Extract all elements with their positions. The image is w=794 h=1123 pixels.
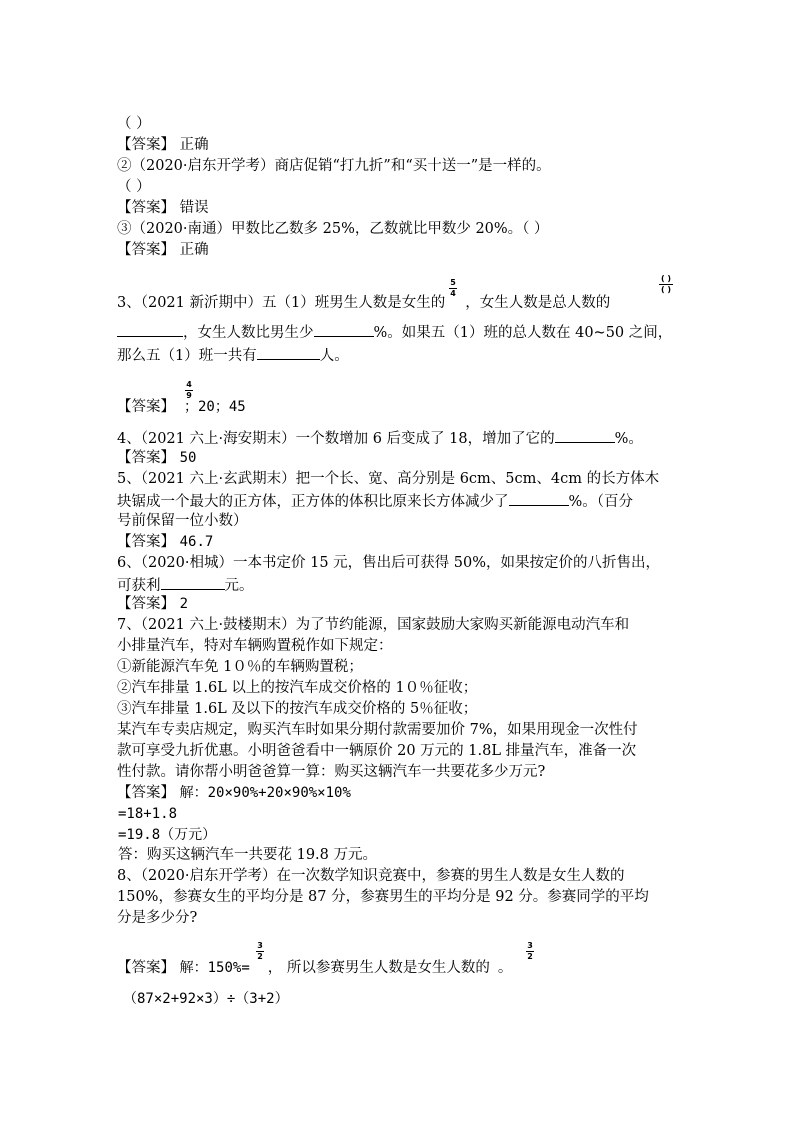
fraction-3-2: 3 2 [257, 941, 263, 961]
question-8-answer: 【答案】 解：150%= ， 所以参赛男生人数是女生人数的 。 [117, 960, 513, 976]
answer-blank[interactable] [117, 322, 183, 337]
paren-line: （ ） [117, 179, 151, 195]
question-7-line-1: 7、（2021 六上·鼓楼期末）为了节约能源，国家鼓励大家购买新能源电动汽车和 [117, 617, 630, 633]
answer-value: 错误 [179, 200, 209, 216]
paren-line: （ ） [117, 116, 151, 132]
question-4: 4、（2021 六上·海安期末）一个数增加 6 后变成了 18，增加了它的 %。 [117, 428, 643, 448]
question-6-line-2: 可获利 元。 [117, 575, 254, 595]
fraction-5-4: 5 4 [450, 278, 456, 298]
answer-blank[interactable] [509, 491, 569, 506]
answer-line [117, 241, 209, 259]
question-7-line-6: 某汽车专卖店规定，购买汽车时如果分期付款需要加价 7%，如果用现金一次性付 [117, 722, 638, 738]
answer-blank[interactable] [161, 575, 225, 590]
answer-blank[interactable] [314, 322, 374, 337]
question-3-line-3: 那么五（1）班一共有 人。 [117, 345, 349, 365]
question-5-line-2: 块锯成一个最大的正方体，正方体的体积比原来长方体减少了 %。（百分 [117, 491, 633, 511]
answer-blank[interactable] [555, 428, 615, 443]
solution-step: 答：购买这辆汽车一共要花 19.8 万元。 [118, 847, 378, 863]
question-line: ②（2020·启东开学考）商店促销“打九折”和“买十送一”是一样的。 [117, 158, 551, 174]
solution-step: =18+1.8 [118, 806, 178, 822]
question-6-line-1: 6、（2020·相城）一本书定价 15 元，售出后可获得 50%，如果按定价的八折售出， [117, 555, 660, 571]
question-line: ③（2020·南通）甲数比乙数多 25%，乙数就比甲数少 20%。（ ） [117, 221, 549, 237]
answer-label: 【答案】 [117, 200, 175, 216]
question-6-answer: 【答案】 2 [117, 596, 189, 612]
question-7-line-7: 款可享受九折优惠。小明爸爸看中一辆原价 20 万元的 1.8L 排量汽车，准备一次 [117, 743, 637, 759]
question-4-answer: 【答案】 50 [117, 450, 197, 466]
question-7-answer: 【答案】 解：20×90%+20×90%×10% [117, 785, 351, 801]
answer-blank[interactable] [257, 345, 320, 360]
question-7-rule-1: ①新能源汽车免 1０％的车辆购置税； [117, 659, 363, 675]
fraction-blank: ( ) ( ) [660, 274, 672, 294]
question-3-line-2: ，女生人数比男生少 %。如果五（1）班的总人数在 40~50 之间， [117, 322, 672, 342]
question-5-line-1: 5、（2021 六上·玄武期末）把一个长、宽、高分别是 6cm、5cm、4cm 的长方体木 [117, 471, 660, 487]
question-3-answer: 【答案】 ；20；45 [117, 399, 246, 415]
solution-step: =19.8（万元） [118, 827, 217, 843]
answer-value: 正确 [179, 242, 209, 258]
fraction-3-2: 3 2 [527, 941, 533, 961]
answer-label: 【答案】 [117, 137, 175, 153]
question-7-line-8: 性付款。请你帮小明爸爸算一算：购买这辆汽车一共要花多少万元? [117, 764, 546, 780]
fraction-4-9: 4 9 [186, 380, 192, 400]
answer-label: 【答案】 [117, 242, 175, 258]
question-3-line-1: 3、（2021 新沂期中）五（1）班男生人数是女生的 ，女生人数是总人数的 [117, 295, 611, 311]
answer-line [117, 136, 209, 154]
question-7-rule-3: ③汽车排量 1.6L 及以下的按汽车成交价格的 5％征收； [117, 701, 478, 717]
question-7-line-2: 小排量汽车，特对车辆购置税作如下规定： [117, 638, 393, 654]
answer-line [117, 199, 209, 217]
question-5-line-3: 号前保留一位小数） [117, 513, 248, 529]
answer-value: 正确 [179, 137, 209, 153]
question-7-rule-2: ②汽车排量 1.6L 以上的按汽车成交价格的 1０％征收； [117, 680, 478, 696]
question-8-line-3: 分是多少分? [117, 910, 198, 926]
question-8-line-1: 8、（2020·启东开学考）在一次数学知识竞赛中，参赛的男生人数是女生人数的 [117, 868, 625, 884]
solution-step: （87×2+92×3）÷（3+2） [123, 991, 289, 1007]
question-8-line-2: 150%，参赛女生的平均分是 87 分，参赛男生的平均分是 92 分。参赛同学的平均 [117, 889, 649, 905]
question-5-answer: 【答案】 46.7 [117, 534, 214, 550]
